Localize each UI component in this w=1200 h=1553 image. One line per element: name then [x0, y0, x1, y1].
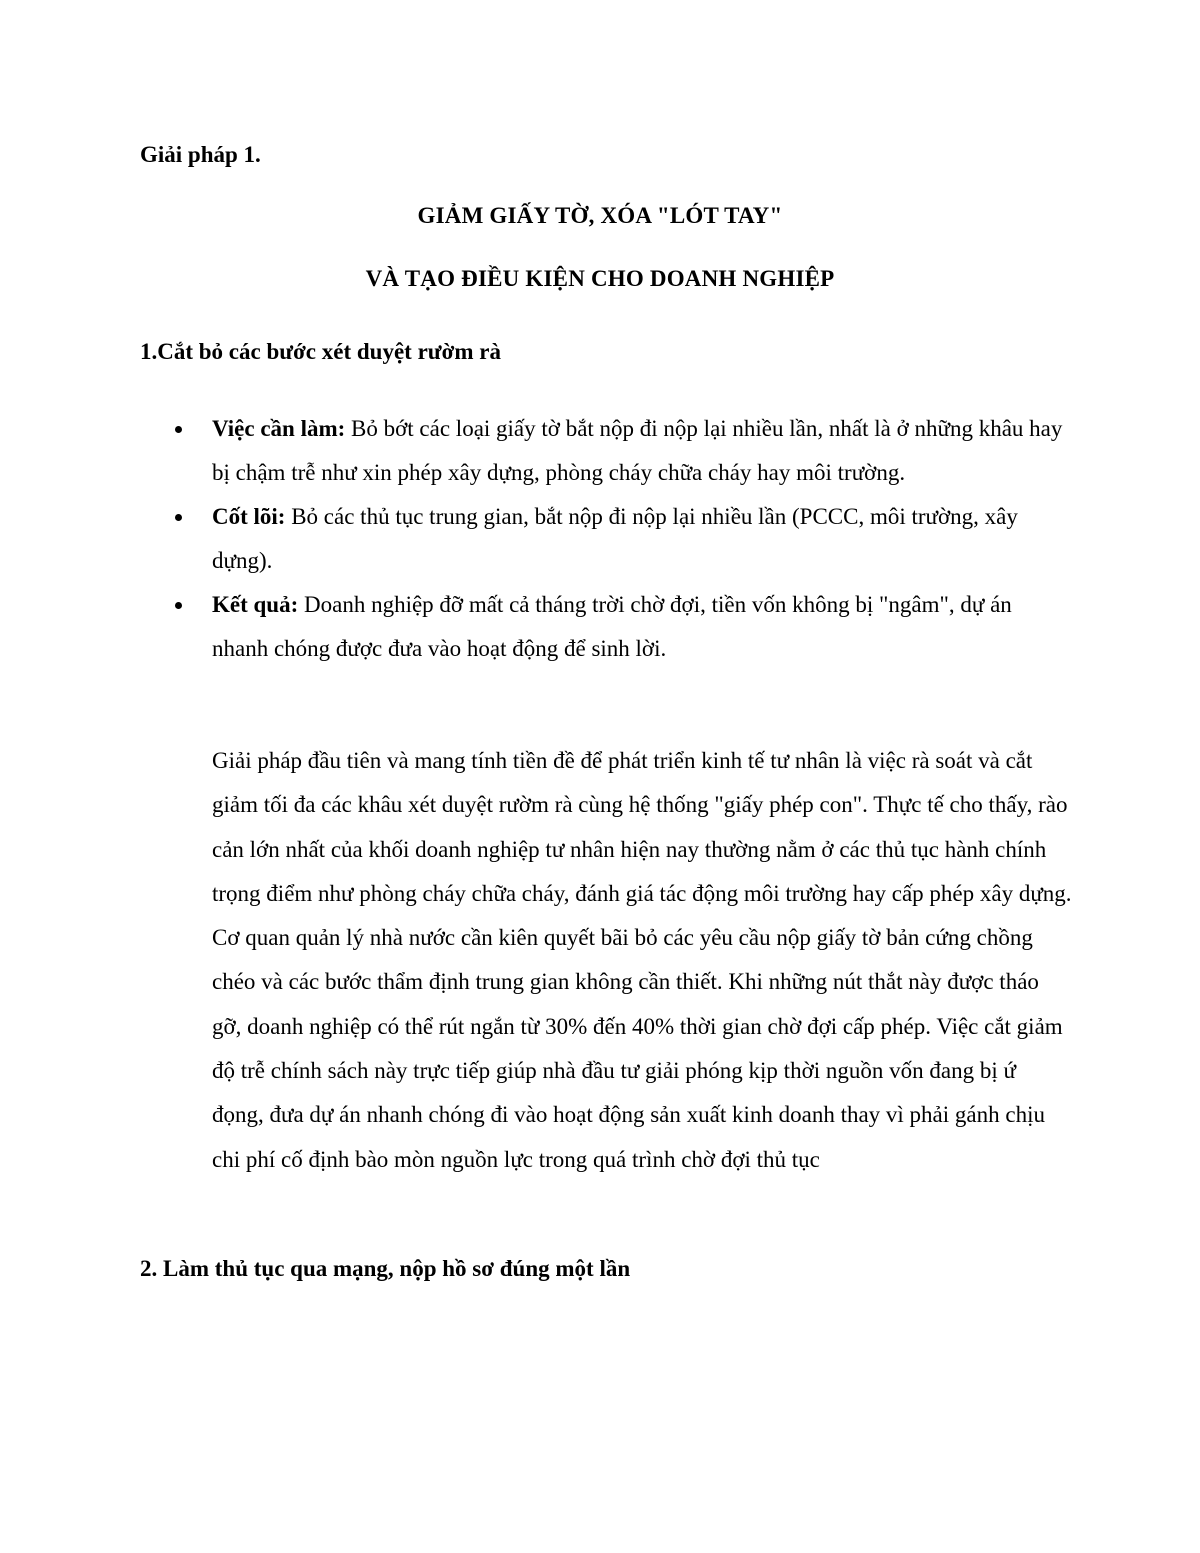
bullet-text: Bỏ các thủ tục trung gian, bắt nộp đi nộp lại nhiều lần (PCCC, môi trường, xây dựng). — [212, 504, 1018, 573]
bullet-item-ket-qua — [212, 583, 1072, 671]
bullet-dot-icon — [175, 514, 182, 521]
bullet-item-cot-loi — [212, 495, 1072, 583]
bullet-dot-icon — [175, 602, 182, 609]
bullet-text: Bỏ bớt các loại giấy tờ bắt nộp đi nộp lại nhiều lần, nhất là ở những khâu hay bị chậm trễ như xin phép xây dựng, phòng cháy chữa cháy hay môi trường. — [212, 416, 1063, 485]
bullet-label: Kết quả: — [212, 592, 299, 617]
section-1-bullet-list — [212, 407, 1072, 671]
document-title-line-1: GIẢM GIẤY TỜ, XÓA "LÓT TAY" — [417, 203, 783, 228]
bullet-label: Việc cần làm: — [212, 416, 346, 441]
bullet-label: Cốt lõi: — [212, 504, 286, 529]
bullet-text: Doanh nghiệp đỡ mất cả tháng trời chờ đợi, tiền vốn không bị "ngâm", dự án nhanh chóng được đưa vào hoạt động để sinh lời. — [212, 592, 1012, 661]
section-2-heading: 2. Làm thủ tục qua mạng, nộp hồ sơ đúng một lần — [140, 1256, 631, 1281]
section-1-heading: 1.Cắt bỏ các bước xét duyệt rườm rà — [140, 339, 501, 364]
document-title-line-2: VÀ TẠO ĐIỀU KIỆN CHO DOANH NGHIỆP — [365, 266, 835, 291]
bullet-item-viec-can-lam — [212, 407, 1072, 495]
bullet-dot-icon — [175, 426, 182, 433]
section-1-paragraph: Giải pháp đầu tiên và mang tính tiền đề để phát triển kinh tế tư nhân là việc rà soát và cắt giảm tối đa các khâu xét duyệt rườm rà cùng hệ thống "giấy phép con". Thực tế cho thấy, rào cản lớn nhất của khối doanh nghiệp tư nhân hiện nay thường nằm ở các thủ tục hành chính trọng điểm như phòng cháy chữa cháy, đánh giá tác động môi trường hay cấp phép xây dựng. Cơ quan quản lý nhà nước cần kiên quyết bãi bỏ các yêu cầu nộp giấy tờ bản cứng chồng chéo và các bước thẩm định trung gian không cần thiết. Khi những nút thắt này được tháo gỡ, doanh nghiệp có thể rút ngắn từ 30% đến 40% thời gian chờ đợi cấp phép. Việc cắt giảm độ trễ chính sách này trực tiếp giúp nhà đầu tư giải phóng kịp thời nguồn vốn đang bị ứ đọng, đưa dự án nhanh chóng đi vào hoạt động sản xuất kinh doanh thay vì phải gánh chịu chi phí cố định bào mòn nguồn lực trong quá trình chờ đợi thủ tục — [212, 748, 1072, 1172]
solution-label: Giải pháp 1. — [140, 142, 261, 167]
